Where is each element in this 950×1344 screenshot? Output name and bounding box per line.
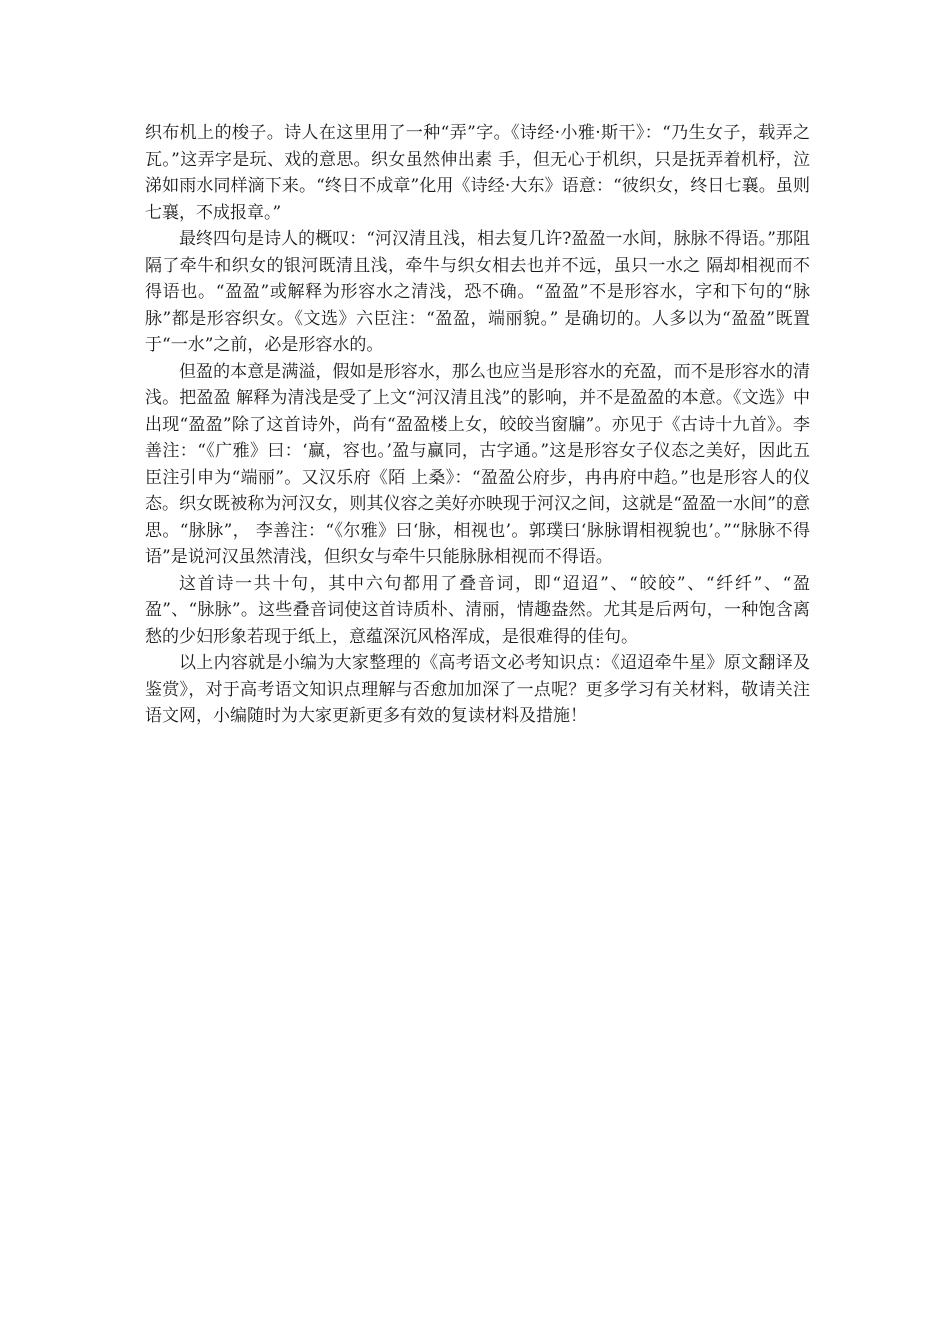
paragraph-closing-note: 以上内容就是小编为大家整理的《高考语文必考知识点：《迢迢牵牛星》原文翻译及鉴赏》，对于高考语文知识点理解与否愈加加深了一点呢？更多学习有关材料，敬请关注语文网，小编随时为大家更新更多有效的复读材料及措施！	[145, 653, 810, 726]
article-body	[145, 120, 810, 730]
paragraph-meaning-of-yingying: 但盈的本意是满溢，假如是形容水，那么也应当是形容水的充盈，而不是形容水的清浅。把盈盈 解释为清浅是受了上文“河汉清且浅”的影响，并不是盈盈的本意。《文选》中出现“盈盈”除了这首诗外，尚有“盈盈楼上女，皎皎当窗牖”。亦见于《古诗十九首》。李善注：“《广雅》曰：‘赢，容也。’盈与赢同，古字通。”这是形容女子仪态之美好，因此五臣注引申为“端丽”。又汉乐府《陌 上桑》：“盈盈公府步，冉冉府中趋。”也是形容人的仪态。织女既被称为河汉女，则其仪容之美好亦映现于河汉之间，这就是“盈盈一水间”的意思。“脉脉”， 李善注：“《尔雅》曰‘脉，相视也’。郭璞曰‘脉脉谓相视貌也’。”“脉脉不得语”是说河汉虽然清浅，但织女与牵牛只能脉脉相视而不得语。	[145, 361, 810, 567]
paragraph-final-four-lines: 最终四句是诗人的概叹：“河汉清且浅，相去复几许?盈盈一水间，脉脉不得语。”那阻隔了牵牛和织女的银河既清且浅，牵牛与织女相去也并不远，虽只一水之 隔却相视而不得语也。“盈盈”或解释为形容水之清浅，恐不确。“盈盈”不是形容水，字和下句的“脉脉”都是形容织女。《文选》六臣注：“盈盈，端丽貌。” 是确切的。人多以为“盈盈”既置于“一水”之前，必是形容水的。	[145, 229, 810, 355]
paragraph-reduplicated-words: 这首诗一共十句，其中六句都用了叠音词，即“迢迢”、“皎皎”、“纤纤”、“盈盈”、“脉脉”。这些叠音词使这首诗质朴、清丽，情趣盎然。尤其是后两句，一种饱含离愁的少妇形象若现于纸上，意蕴深沉风格浑成，是很难得的佳句。	[145, 573, 810, 647]
paragraph-continuation: 织布机上的梭子。诗人在这里用了一种“弄”字。《诗经·小雅·斯干》：“乃生女子，载弄之瓦。”这弄字是玩、戏的意思。织女虽然伸出素 手，但无心于机织，只是抚弄着机杼，泣涕如雨水同样滴下来。“终日不成章”化用《诗经·大东》语意：“彼织女，终日七襄。虽则七襄，不成报章。”	[145, 123, 810, 223]
